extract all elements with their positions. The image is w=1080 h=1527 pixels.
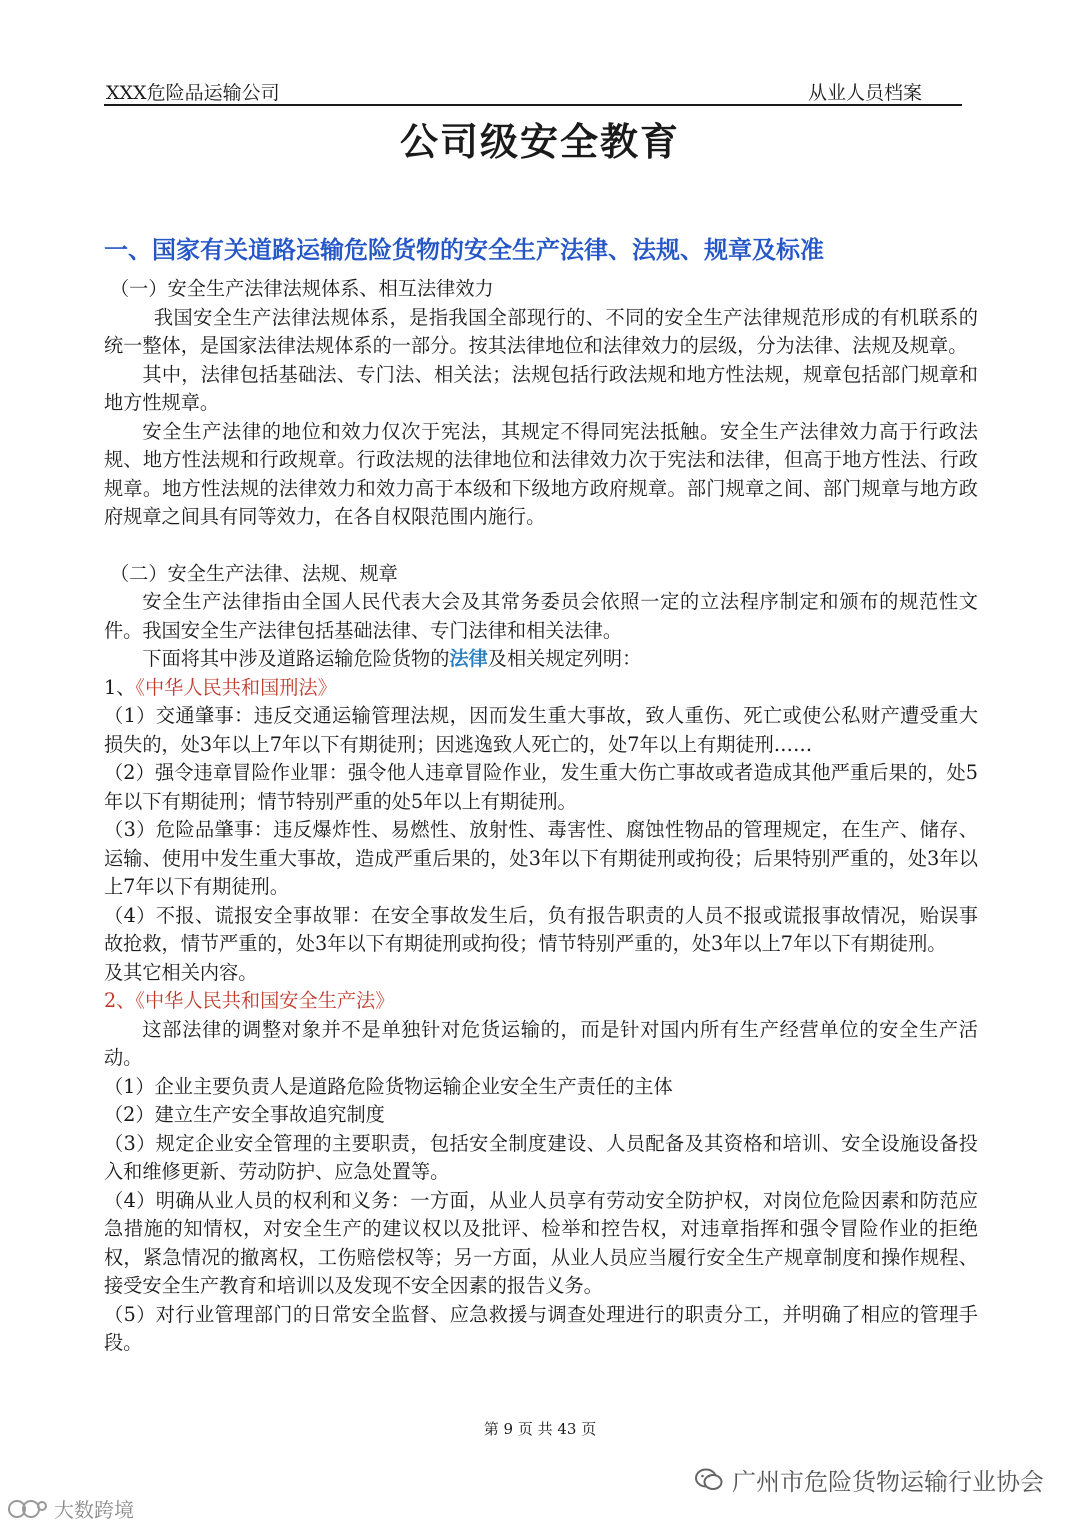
wechat-icon	[694, 1467, 724, 1493]
list-item: （5）对行业管理部门的日常安全监督、应急救援与调查处理进行的职责分工，并明确了相应的管理手段。	[104, 1302, 978, 1354]
list-item: （2）强令违章冒险作业罪：强令他人违章冒险作业，发生重大伤亡事故或者造成其他严重后果的，处5年以下有期徒刑；情节特别严重的处5年以上有期徒刑。	[104, 761, 978, 813]
page-header	[104, 76, 962, 106]
watermark-text: 广州市危险货物运输行业协会	[732, 1468, 1044, 1496]
spacer	[104, 532, 978, 560]
paragraph: 安全生产法律的地位和效力仅次于宪法，其规定不得同宪法抵触。安全生产法律效力高于行政法规、地方性法规和行政规章。行政法规的法律地位和法律效力次于宪法和法律，但高于地方性法、行政规章。地方性法规的法律效力和效力高于本级和下级地方政府规章。部门规章之间、部门规章与地方政府规章之间具有同等效力，在各自权限范围内施行。	[104, 419, 978, 528]
watermark-association	[694, 1462, 1044, 1497]
page-title: 公司级安全教育	[399, 120, 680, 164]
list-item: （2）建立生产安全事故追究制度	[104, 1103, 385, 1126]
law-number: 1、	[104, 675, 136, 699]
brand-text: 大数跨境	[54, 1498, 134, 1522]
text-span: 下面将其中涉及道路运输危险货物的	[142, 647, 450, 670]
section-heading: 一、国家有关道路运输危险货物的安全生产法律、法规、规章及标准	[104, 236, 824, 264]
law-number: 2、	[104, 989, 136, 1012]
law-title-1	[104, 674, 978, 703]
text-span: 及相关规定列明：	[487, 647, 642, 670]
law-name: 《中华人民共和国刑法》	[135, 675, 337, 699]
law-title-2	[104, 987, 978, 1016]
paragraph: 这部法律的调整对象并不是单独针对危货运输的，而是针对国内所有生产经营单位的安全生产活动。	[104, 1017, 978, 1069]
watermark-brand	[6, 1494, 134, 1523]
subsection-heading-1: （一）安全生产法律法规体系、相互法律效力	[110, 277, 494, 300]
list-tail: 及其它相关内容。	[104, 960, 258, 984]
document-body	[104, 275, 978, 1358]
subsection-heading-2: （二）安全生产法律、法规、规章	[110, 561, 398, 585]
archive-label: 从业人员档案	[807, 82, 922, 104]
list-item: （1）企业主要负责人是道路危险货物运输企业安全生产责任的主体	[104, 1074, 673, 1098]
brand-logo-icon	[6, 1498, 50, 1520]
page-number: 第 9 页 共 43 页	[483, 1420, 597, 1438]
paragraph	[104, 645, 978, 674]
company-name: XXX危险品运输公司	[106, 82, 280, 104]
list-item: （1）交通肇事：违反交通运输管理法规，因而发生重大事故，致人重伤、死亡或使公私财产遭受重大损失的，处3年以上7年以下有期徒刑；因逃逸致人死亡的，处7年以上有期徒刑……	[104, 704, 978, 756]
law-link[interactable]: 法律	[449, 647, 488, 670]
paragraph: 安全生产法律指由全国人民代表大会及其常务委员会依照一定的立法程序制定和颁布的规范性文件。我国安全生产法律包括基础法律、专门法律和相关法律。	[104, 590, 978, 642]
law-name: 《中华人民共和国安全生产法》	[135, 989, 395, 1012]
list-item: （3）危险品肇事：违反爆炸性、易燃性、放射性、毒害性、腐蚀性物品的管理规定，在生产、储存、运输、使用中发生重大事故，造成严重后果的，处3年以下有期徒刑或拘役；后果特别严重的，处3年以上7年以下有期徒刑。	[104, 818, 978, 898]
paragraph: 其中，法律包括基础法、专门法、相关法；法规包括行政法规和地方性法规，规章包括部门规章和地方性规章。	[104, 362, 978, 414]
list-item: （4）不报、谎报安全事故罪：在安全事故发生后，负有报告职责的人员不报或谎报事故情况，贻误事故抢救，情节严重的，处3年以下有期徒刑或拘役；情节特别严重的，处3年以上7年以下有期徒刑。	[104, 903, 978, 955]
paragraph: 我国安全生产法律法规体系，是指我国全部现行的、不同的安全生产法律规范形成的有机联系的统一整体，是国家法律法规体系的一部分。按其法律地位和法律效力的层级，分为法律、法规及规章。	[104, 305, 978, 357]
list-item: （4）明确从业人员的权利和义务：一方面，从业人员享有劳动安全防护权，对岗位危险因素和防范应急措施的知情权，对安全生产的建议权以及批评、检举和控告权，对违章指挥和强令冒险作业的拒绝权，紧急情况的撤离权，工伤赔偿权等；另一方面，从业人员应当履行安全生产规章制度和操作规程、接受安全生产教育和培训以及发现不安全因素的报告义务。	[104, 1188, 978, 1297]
list-item: （3）规定企业安全管理的主要职责，包括安全制度建设、人员配备及其资格和培训、安全设施设备投入和维修更新、劳动防护、应急处置等。	[104, 1131, 978, 1183]
